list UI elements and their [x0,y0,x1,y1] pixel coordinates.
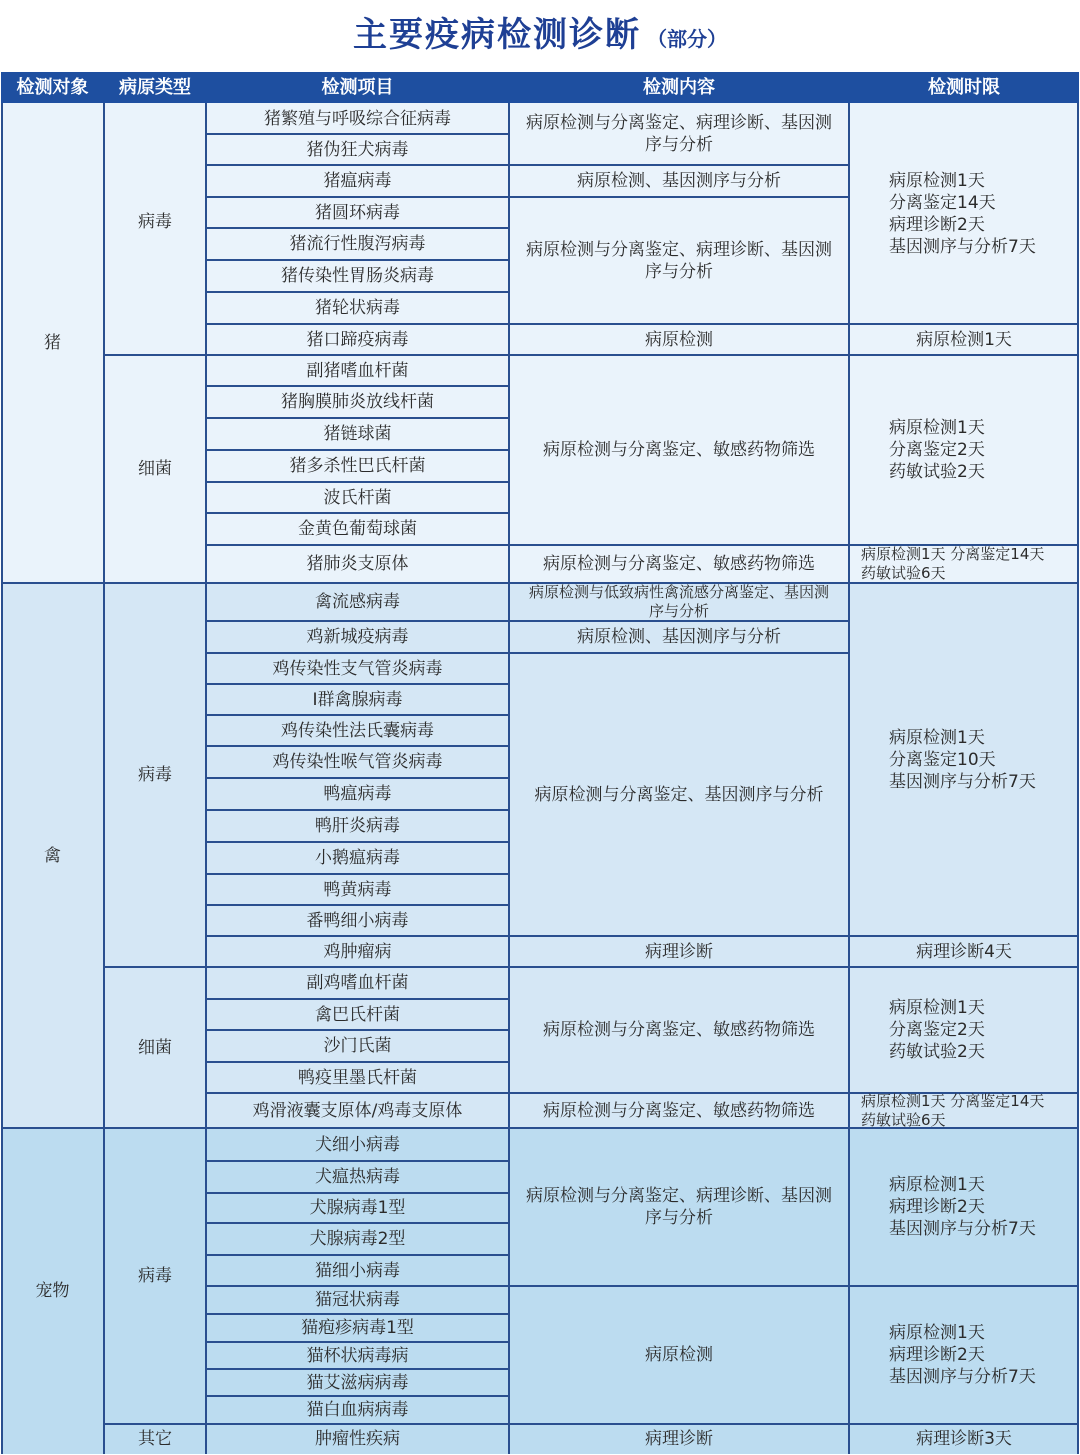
time-limit-line: 药敏试验6天 [861,1110,946,1129]
subject-fowl: 禽 [44,845,61,866]
content-cell: 病原检测、基因测序与分析 [577,171,781,191]
test-item-cell: 肿瘤性疾病 [315,1429,400,1449]
type-pet-virus: 病毒 [138,1266,172,1286]
test-item-cell: 鸡传染性支气管炎病毒 [272,658,443,679]
table-header [1,72,1079,103]
time-limit-cell [849,324,1079,355]
content-cell: 病原检测与低致病性禽流感分离鉴定、基因测序与分析 [528,583,829,620]
header-pathogen-type: 病原类型 [119,77,191,98]
test-item-cell: 小鹅瘟病毒 [315,848,400,868]
title-main: 主要疫病检测诊断 [353,15,641,55]
test-item-cell: 猫疱疹病毒1型 [301,1318,414,1338]
time-limit-line: 分离鉴定2天 [889,1020,985,1040]
time-limit-line: 病原检测1天 分离鉴定14天 [861,545,1045,563]
test-item-cell: 猫细小病毒 [315,1260,400,1281]
time-limit-line: 病原检测1天 [889,418,985,438]
content-cell: 病原检测与分离鉴定、病理诊断、基因测序与分析 [526,113,832,155]
test-item-cell: 禽流感病毒 [315,592,400,612]
time-limit-line: 分离鉴定10天 [889,749,996,770]
test-item-cell: 鸡新城疫病毒 [306,627,409,647]
page-title [0,0,1080,70]
time-limit-cell [849,1128,1079,1286]
test-item-cell: 鸡滑液囊支原体/鸡毒支原体 [252,1100,463,1121]
test-item-cell: 猫白血病病毒 [306,1400,409,1420]
test-item-cell: 猪流行性腹泻病毒 [289,234,426,254]
test-item-cell: 副鸡嗜血杆菌 [306,973,409,993]
test-item-cell: 猪胸膜肺炎放线杆菌 [281,392,434,412]
header-subject: 检测对象 [16,77,89,98]
time-limit-line: 药敏试验2天 [889,1042,985,1062]
time-limit-line: 病原检测1天 [889,727,985,748]
test-item-cell: 鸡传染性法氏囊病毒 [281,720,434,741]
test-item-cell: 禽巴氏杆菌 [315,1004,400,1025]
test-item-cell: 犬细小病毒 [315,1134,400,1155]
time-limit-cell [849,583,1079,936]
type-fowl-bacteria: 细菌 [138,1037,172,1058]
test-item-cell: 猪传染性胃肠炎病毒 [281,266,434,286]
header-test-content: 检测内容 [643,77,715,98]
time-limit-cell [849,545,1079,583]
subject-pet: 宠物 [35,1281,70,1301]
time-limit-line: 病原检测1天 [889,1175,985,1195]
content-cell: 病原检测与分离鉴定、敏感药物筛选 [543,1100,815,1121]
time-limit-line: 药敏试验6天 [861,564,946,582]
header-test-item: 检测项目 [321,77,394,98]
content-cell: 病原检测与分离鉴定、敏感药物筛选 [543,440,815,460]
content-cell: 病原检测与分离鉴定、病理诊断、基因测序与分析 [526,239,832,282]
test-item-cell: 鸡传染性喉气管炎病毒 [272,752,443,772]
time-limit-cell [849,1093,1079,1128]
time-limit-line: 病理诊断2天 [889,1197,985,1217]
test-item-cell: 鸭肝炎病毒 [315,816,400,836]
test-item-cell: 沙门氏菌 [323,1036,392,1056]
test-item-cell: 猫艾滋病病毒 [306,1372,409,1393]
time-limit-line: 病理诊断2天 [889,214,985,235]
title-sub: （部分） [647,27,727,51]
test-item-cell: 波氏杆菌 [323,487,392,508]
time-limit-line: 病理诊断3天 [916,1429,1012,1449]
test-item-cell: 鸡肿瘤病 [323,941,392,962]
time-limit-line: 基因测序与分析7天 [889,236,1036,257]
header-time-limit: 检测时限 [928,77,1000,98]
time-limit-cell [849,1424,1079,1454]
test-item-cell: 鸭瘟病毒 [323,784,392,804]
test-item-cell: 犬腺病毒1型 [309,1198,406,1218]
type-pet-other: 其它 [138,1429,172,1449]
type-pig-bacteria: 细菌 [138,459,172,479]
content-cell: 病理诊断 [645,1429,713,1449]
content-cell: 病原检测 [645,329,713,350]
time-limit-line: 分离鉴定2天 [889,440,985,460]
test-item-cell: 副猪嗜血杆菌 [306,360,409,381]
test-item-cell: 猪繁殖与呼吸综合征病毒 [264,108,451,129]
time-limit-cell [849,1286,1079,1424]
test-item-cell: 鸭黄病毒 [323,879,392,900]
content-cell: 病原检测与分离鉴定、病理诊断、基因测序与分析 [526,1186,832,1228]
time-limit-line: 病原检测1天 [889,998,985,1018]
test-item-cell: 犬腺病毒2型 [309,1229,406,1249]
content-cell: 病原检测与分离鉴定、敏感药物筛选 [543,1020,815,1040]
time-limit-line: 基因测序与分析7天 [889,1367,1036,1387]
test-item-cell: 猪链球菌 [323,424,392,444]
test-item-cell: 猪圆环病毒 [315,202,400,223]
time-limit-cell [849,967,1079,1093]
test-item-cell: 犬瘟热病毒 [315,1167,400,1187]
time-limit-cell [849,103,1079,324]
test-item-cell: 猫冠状病毒 [315,1290,400,1310]
type-fowl-virus: 病毒 [138,765,172,785]
time-limit-line: 病理诊断4天 [916,941,1012,962]
test-item-cell: 猪伪狂犬病毒 [306,139,409,160]
time-limit-line: 药敏试验2天 [889,462,985,482]
time-limit-line: 基因测序与分析7天 [889,771,1036,792]
test-item-cell: 鸭疫里墨氏杆菌 [298,1067,417,1088]
content-cell: 病原检测、基因测序与分析 [577,627,781,647]
test-item-cell: 猪瘟病毒 [323,171,392,191]
time-limit-line: 基因测序与分析7天 [889,1219,1036,1239]
test-item-cell: 猪多杀性巴氏杆菌 [289,456,426,476]
test-item-cell: 番鸭细小病毒 [306,910,409,931]
test-item-cell: 金黄色葡萄球菌 [298,519,417,539]
diagnosis-table [1,72,1079,1454]
type-pig-virus: 病毒 [138,212,172,232]
test-item-cell: 猪轮状病毒 [315,298,400,318]
time-limit-line: 病原检测1天 [889,170,985,191]
subject-pig: 猪 [44,333,61,353]
time-limit-line: 分离鉴定14天 [889,192,996,213]
content-cell: 病原检测与分离鉴定、敏感药物筛选 [543,554,815,574]
time-limit-line: 病原检测1天 分离鉴定14天 [861,1091,1045,1110]
time-limit-cell [849,936,1079,967]
content-cell: 病原检测 [645,1345,713,1365]
content-cell: 病原检测与分离鉴定、基因测序与分析 [534,784,824,805]
test-item-cell: 猫杯状病毒病 [306,1345,409,1366]
test-item-cell: I群禽腺病毒 [312,689,403,710]
time-limit-line: 病理诊断2天 [889,1345,985,1365]
test-item-cell: 猪口蹄疫病毒 [306,329,409,350]
test-item-cell: 猪肺炎支原体 [306,554,409,574]
time-limit-cell [849,355,1079,545]
time-limit-line: 病原检测1天 [916,329,1012,350]
content-cell: 病理诊断 [645,941,713,962]
time-limit-line: 病原检测1天 [889,1323,985,1343]
